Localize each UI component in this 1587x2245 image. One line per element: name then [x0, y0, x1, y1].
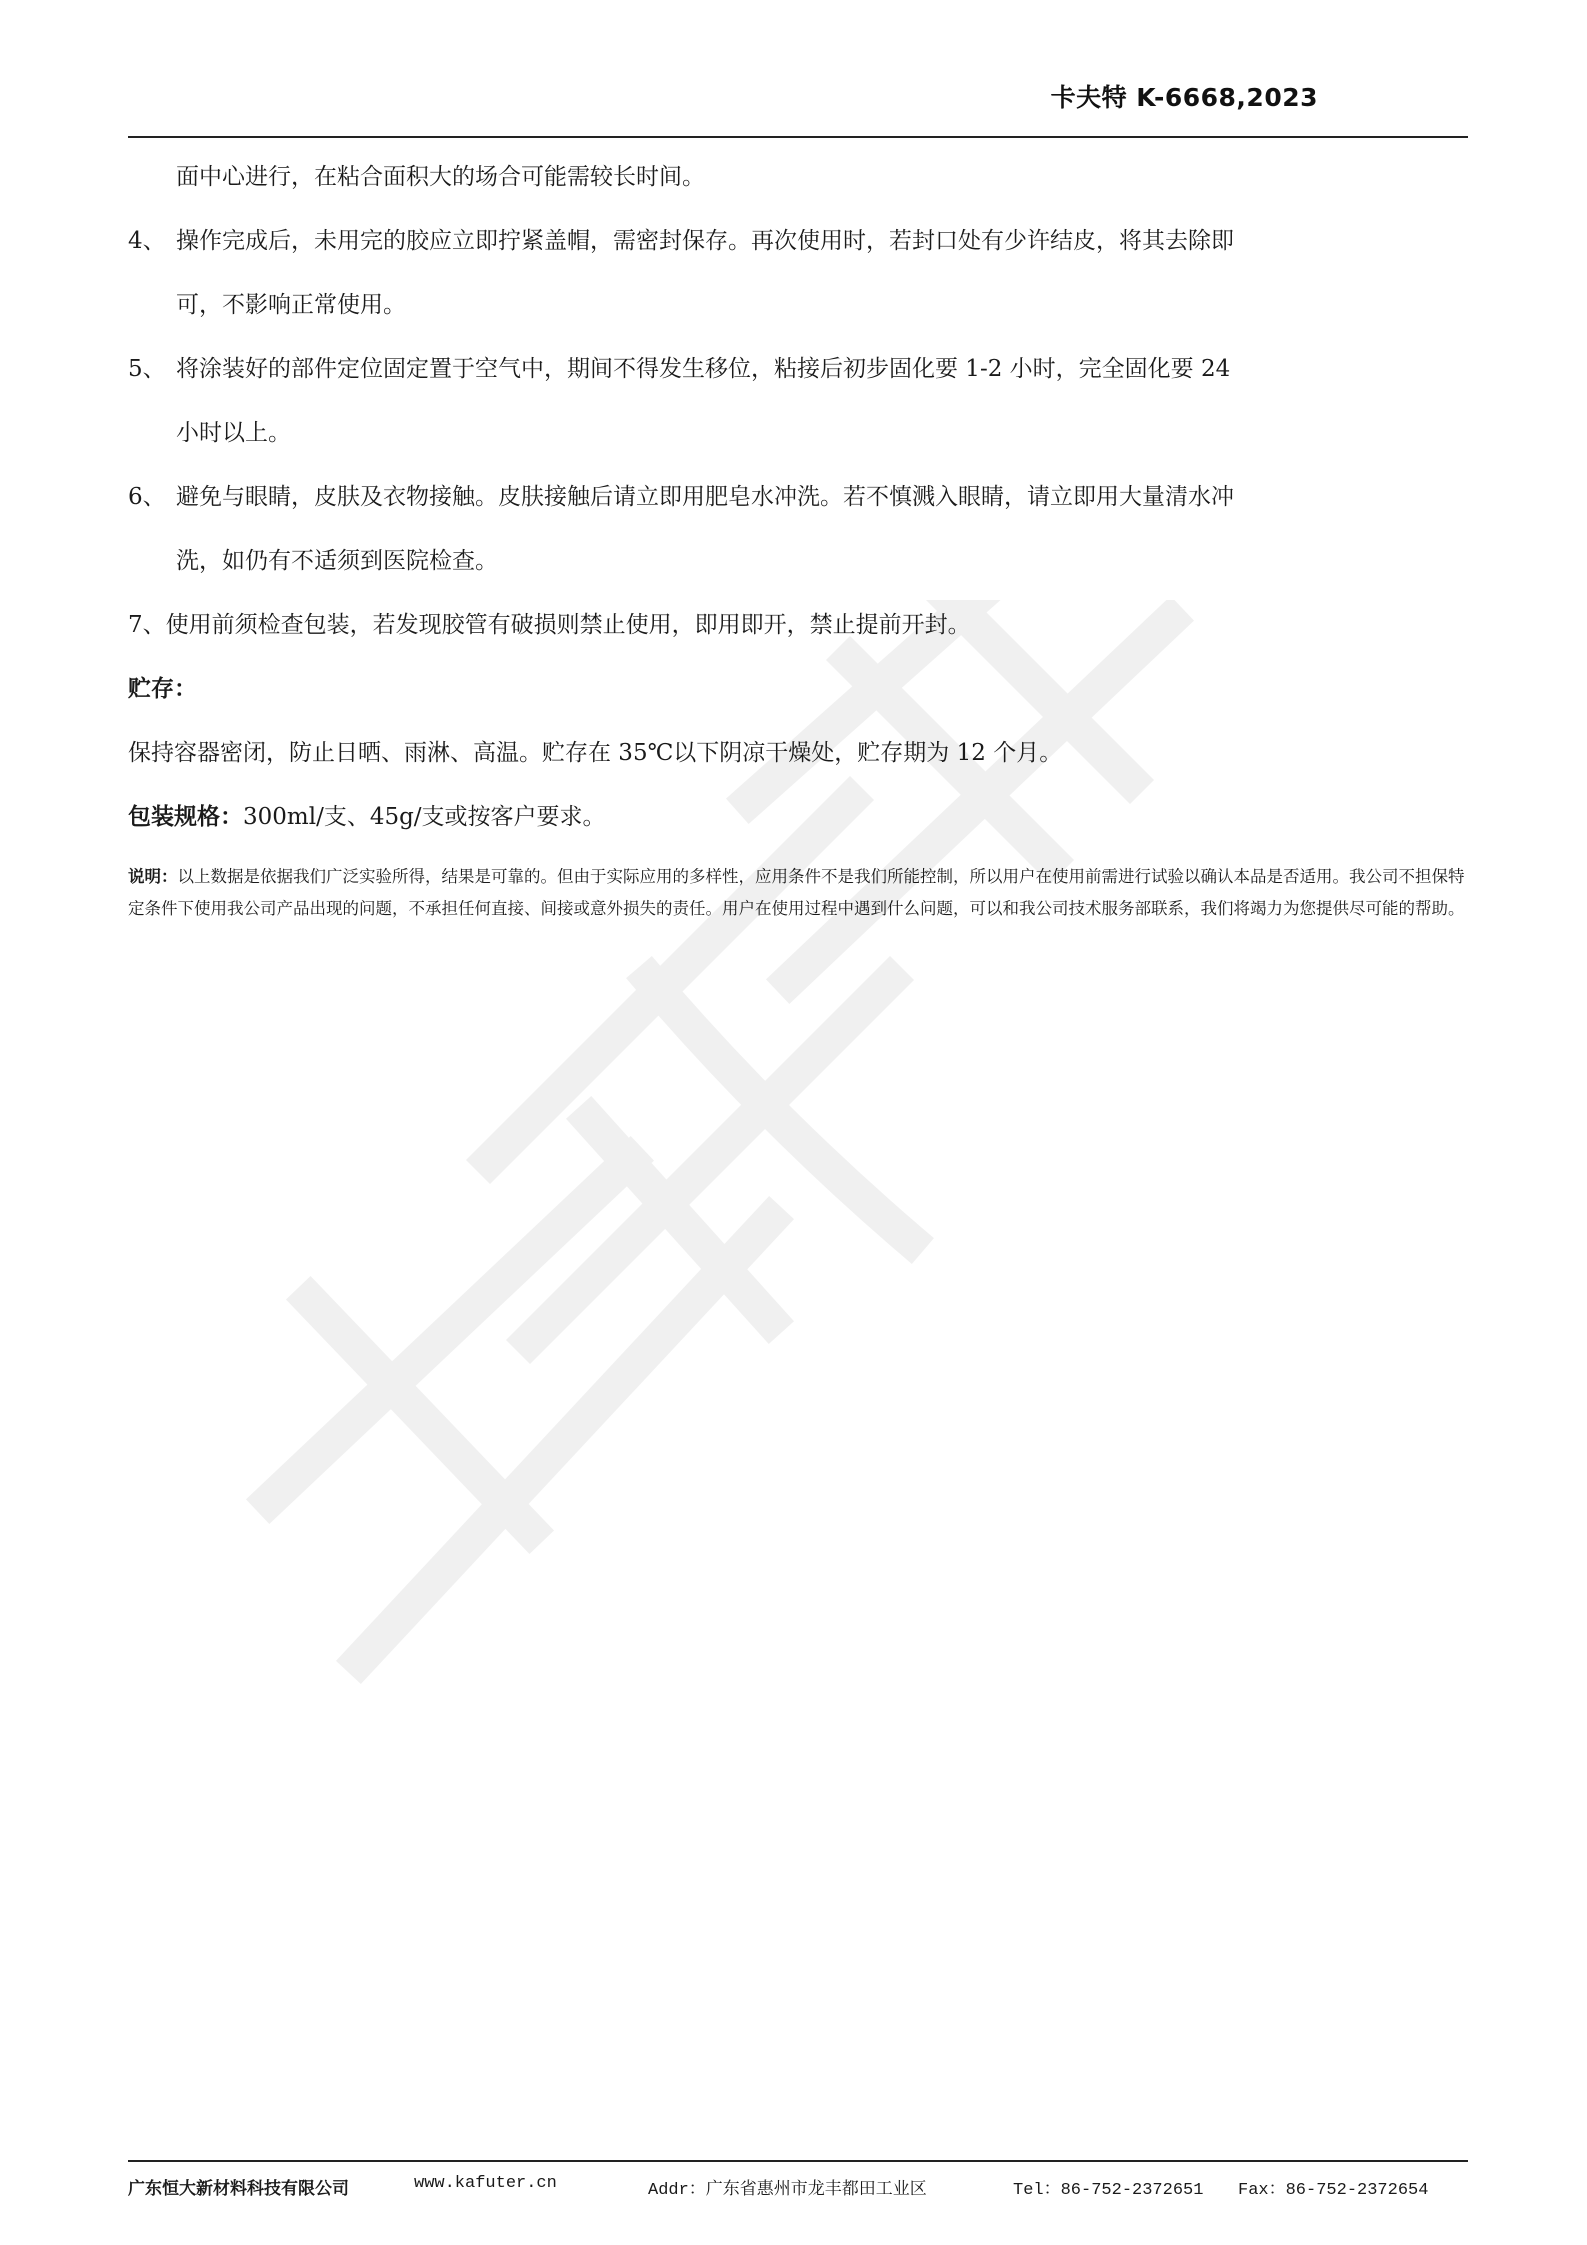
list-item-7: 7、使用前须检查包装，若发现胶管有破损则禁止使用，即用即开，禁止提前开封。 — [128, 612, 971, 638]
document-title: 卡夫特 K-6668,2023 — [1050, 83, 1318, 112]
packaging-text: 300ml/支、45g/支或按客户要求。 — [243, 804, 606, 830]
list-item-number: 6、 — [128, 484, 166, 510]
storage-heading: 贮存： — [128, 676, 197, 702]
page-footer — [128, 2160, 1468, 2208]
note-text: 以上数据是依据我们广泛实验所得，结果是可靠的。但由于实际应用的多样性，应用条件不是我们所能控制，所以用户在使用前需进行试验以确认本品是否适用。我公司不担保特定条件下使用我公司产品出现的问题，不承担任何直接、间接或意外损失的责任。用户在使用过程中遇到什么问题，可以和我公司技术服务部联系，我们将竭力为您提供尽可能的帮助。 — [128, 867, 1465, 918]
list-item-text: 将涂装好的部件定位固定置于空气中，期间不得发生移位，粘接后初步固化要 1-2 小时，完全固化要 24 — [176, 356, 1231, 382]
watermark-stroke — [650, 980, 910, 1240]
website-link[interactable]: www.kafuter.cn — [414, 2174, 557, 2193]
list-item-5 — [128, 337, 1468, 401]
list-item-text: 操作完成后，未用完的胶应立即拧紧盖帽，需密封保存。再次使用时，若封口处有少许结皮，将其去除即 — [176, 228, 1234, 254]
company-name: 广东恒大新材料科技有限公司 — [128, 2179, 349, 2199]
watermark-stroke — [360, 1220, 770, 1660]
company-address: Addr：广东省惠州市龙丰都田工业区 — [648, 2181, 927, 2200]
list-item-continuation: 洗，如仍有不适须到医院检查。 — [176, 548, 498, 574]
fax-number: Fax：86-752-2372654 — [1238, 2181, 1429, 2200]
page-header — [128, 64, 1468, 138]
packaging-label: 包装规格： — [128, 804, 243, 830]
watermark-stroke — [590, 1120, 770, 1320]
list-item-4 — [128, 209, 1468, 273]
note-label: 说明： — [128, 867, 178, 886]
list-item-continuation: 小时以上。 — [176, 420, 291, 446]
list-item-text: 避免与眼睛，皮肤及衣物接触。皮肤接触后请立即用肥皂水冲洗。若不慎溅入眼睛，请立即用大量清水冲 — [176, 484, 1234, 510]
packaging-spec — [128, 785, 1468, 849]
watermark-stroke — [270, 1160, 630, 1500]
list-item-number: 5、 — [128, 356, 166, 382]
list-item-number: 4、 — [128, 228, 166, 254]
list-item-6 — [128, 465, 1468, 529]
storage-text: 保持容器密闭，防止日晒、雨淋、高温。贮存在 35℃以下阴凉干燥处，贮存期为 12 个月。 — [128, 740, 1063, 766]
telephone-number: Tel：86-752-2372651 — [1013, 2181, 1204, 2200]
watermark-stroke — [530, 980, 890, 1340]
disclaimer-note — [128, 861, 1468, 925]
continued-paragraph: 面中心进行，在粘合面积大的场合可能需较长时间。 — [176, 164, 705, 190]
document-body — [128, 145, 1468, 925]
watermark-stroke — [310, 1300, 530, 1530]
list-item-continuation: 可，不影响正常使用。 — [176, 292, 406, 318]
